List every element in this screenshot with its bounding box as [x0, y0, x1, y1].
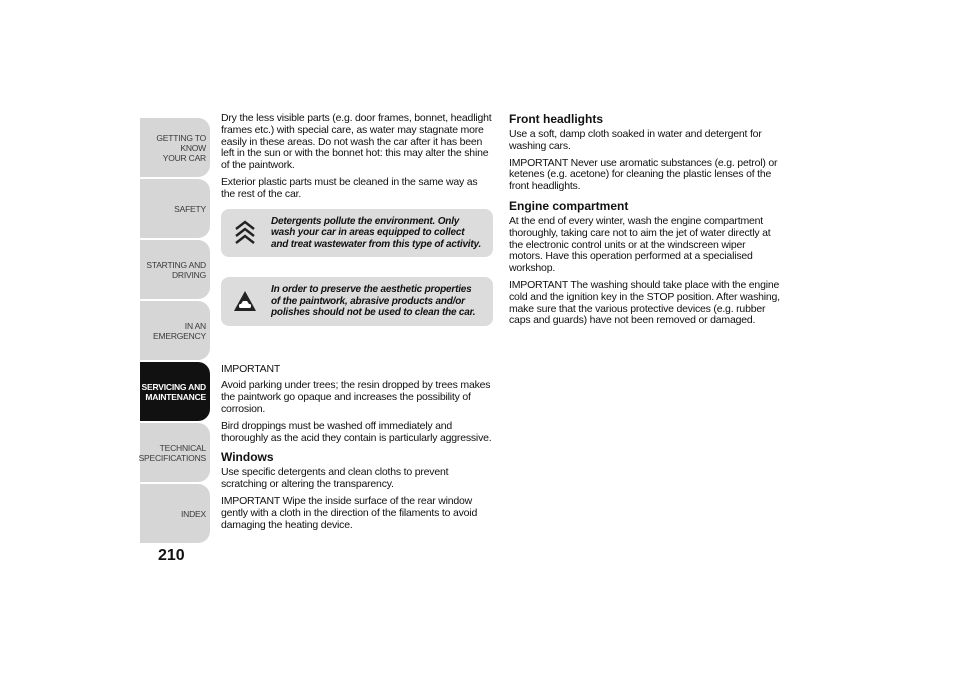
- tab-label: GETTING TO KNOW YOUR CAR: [156, 132, 206, 163]
- page-number: 210: [158, 547, 185, 564]
- tab-label: IN AN EMERGENCY: [153, 320, 206, 341]
- paragraph: Use a soft, damp cloth soaked in water and detergent for washing cars.: [509, 128, 762, 152]
- tab-label: STARTING AND DRIVING: [146, 259, 206, 280]
- front-headlights-heading: Front headlights: [509, 112, 603, 126]
- tab-technical-specifications[interactable]: [140, 423, 210, 482]
- paragraph: Use specific detergents and clean cloths to prevent scratching or altering the transparency.: [221, 466, 449, 491]
- paragraph: Bird droppings must be washed off immediately and thoroughly as the acid they contain is particularly aggressive.: [221, 419, 492, 444]
- paragraph: Avoid parking under trees; the resin dropped by trees makes the paintwork go opaque and increases the possibility of corrosion.: [221, 379, 491, 415]
- right-column: [509, 113, 781, 332]
- warning-notice: [221, 277, 493, 326]
- paragraph: Exterior plastic parts must be cleaned in the same way as the rest of the car.: [221, 175, 478, 200]
- tab-safety[interactable]: [140, 179, 210, 238]
- tab-getting-to-know[interactable]: [140, 118, 210, 177]
- left-column: [221, 113, 493, 536]
- paragraph: Dry the less visible parts (e.g. door frames, bonnet, headlight frames etc.) with special care, as water may stagnate more easily in these areas. Do not wash the car after it has been left in the sun or with the bonnet hot: this may alter the shine of the paintwork.: [221, 112, 492, 172]
- tab-label: SERVICING AND MAINTENANCE: [141, 381, 206, 402]
- paragraph: IMPORTANT Wipe the inside surface of the rear window gently with a cloth in the direction of the filaments to avoid damaging the heating device.: [221, 494, 478, 531]
- windows-heading: Windows: [221, 450, 274, 465]
- tab-starting-driving[interactable]: [140, 240, 210, 299]
- tab-label: TECHNICAL SPECIFICATIONS: [138, 442, 206, 463]
- paragraph: At the end of every winter, wash the engine compartment thoroughly, taking care not to aim the jet of water directly at the electronic control units or at the windscreen wiper motors. Have this operation performed at a specialised workshop.: [509, 214, 771, 275]
- environment-notice: [221, 209, 493, 258]
- notice-text: In order to preserve the aesthetic properties of the paintwork, abrasive products and/or polishes should not be used to clean the car.: [271, 284, 476, 319]
- tab-servicing-maintenance[interactable]: [140, 362, 210, 421]
- paragraph: IMPORTANT Never use aromatic substances (e.g. petrol) or ketenes (e.g. acetone) for cleaning the plastic lenses of the front headlights.: [509, 156, 778, 193]
- warning-triangle-car-icon: [233, 287, 257, 315]
- engine-compartment-heading: Engine compartment: [509, 198, 629, 213]
- notice-text: Detergents pollute the environment. Only wash your car in areas equipped to collect and treat wastewater from this type of activity.: [271, 215, 482, 250]
- tab-emergency[interactable]: [140, 301, 210, 360]
- tab-label: INDEX: [181, 508, 206, 519]
- tab-label: SAFETY: [174, 203, 206, 214]
- environment-chevrons-icon: [233, 219, 257, 247]
- tab-index[interactable]: [140, 484, 210, 543]
- important-label: IMPORTANT: [221, 362, 281, 375]
- paragraph: IMPORTANT The washing should take place with the engine cold and the ignition key in the STOP position. After washing, make sure that the various protective devices (e.g. rubber caps and guards) have not been removed or damaged.: [509, 278, 780, 327]
